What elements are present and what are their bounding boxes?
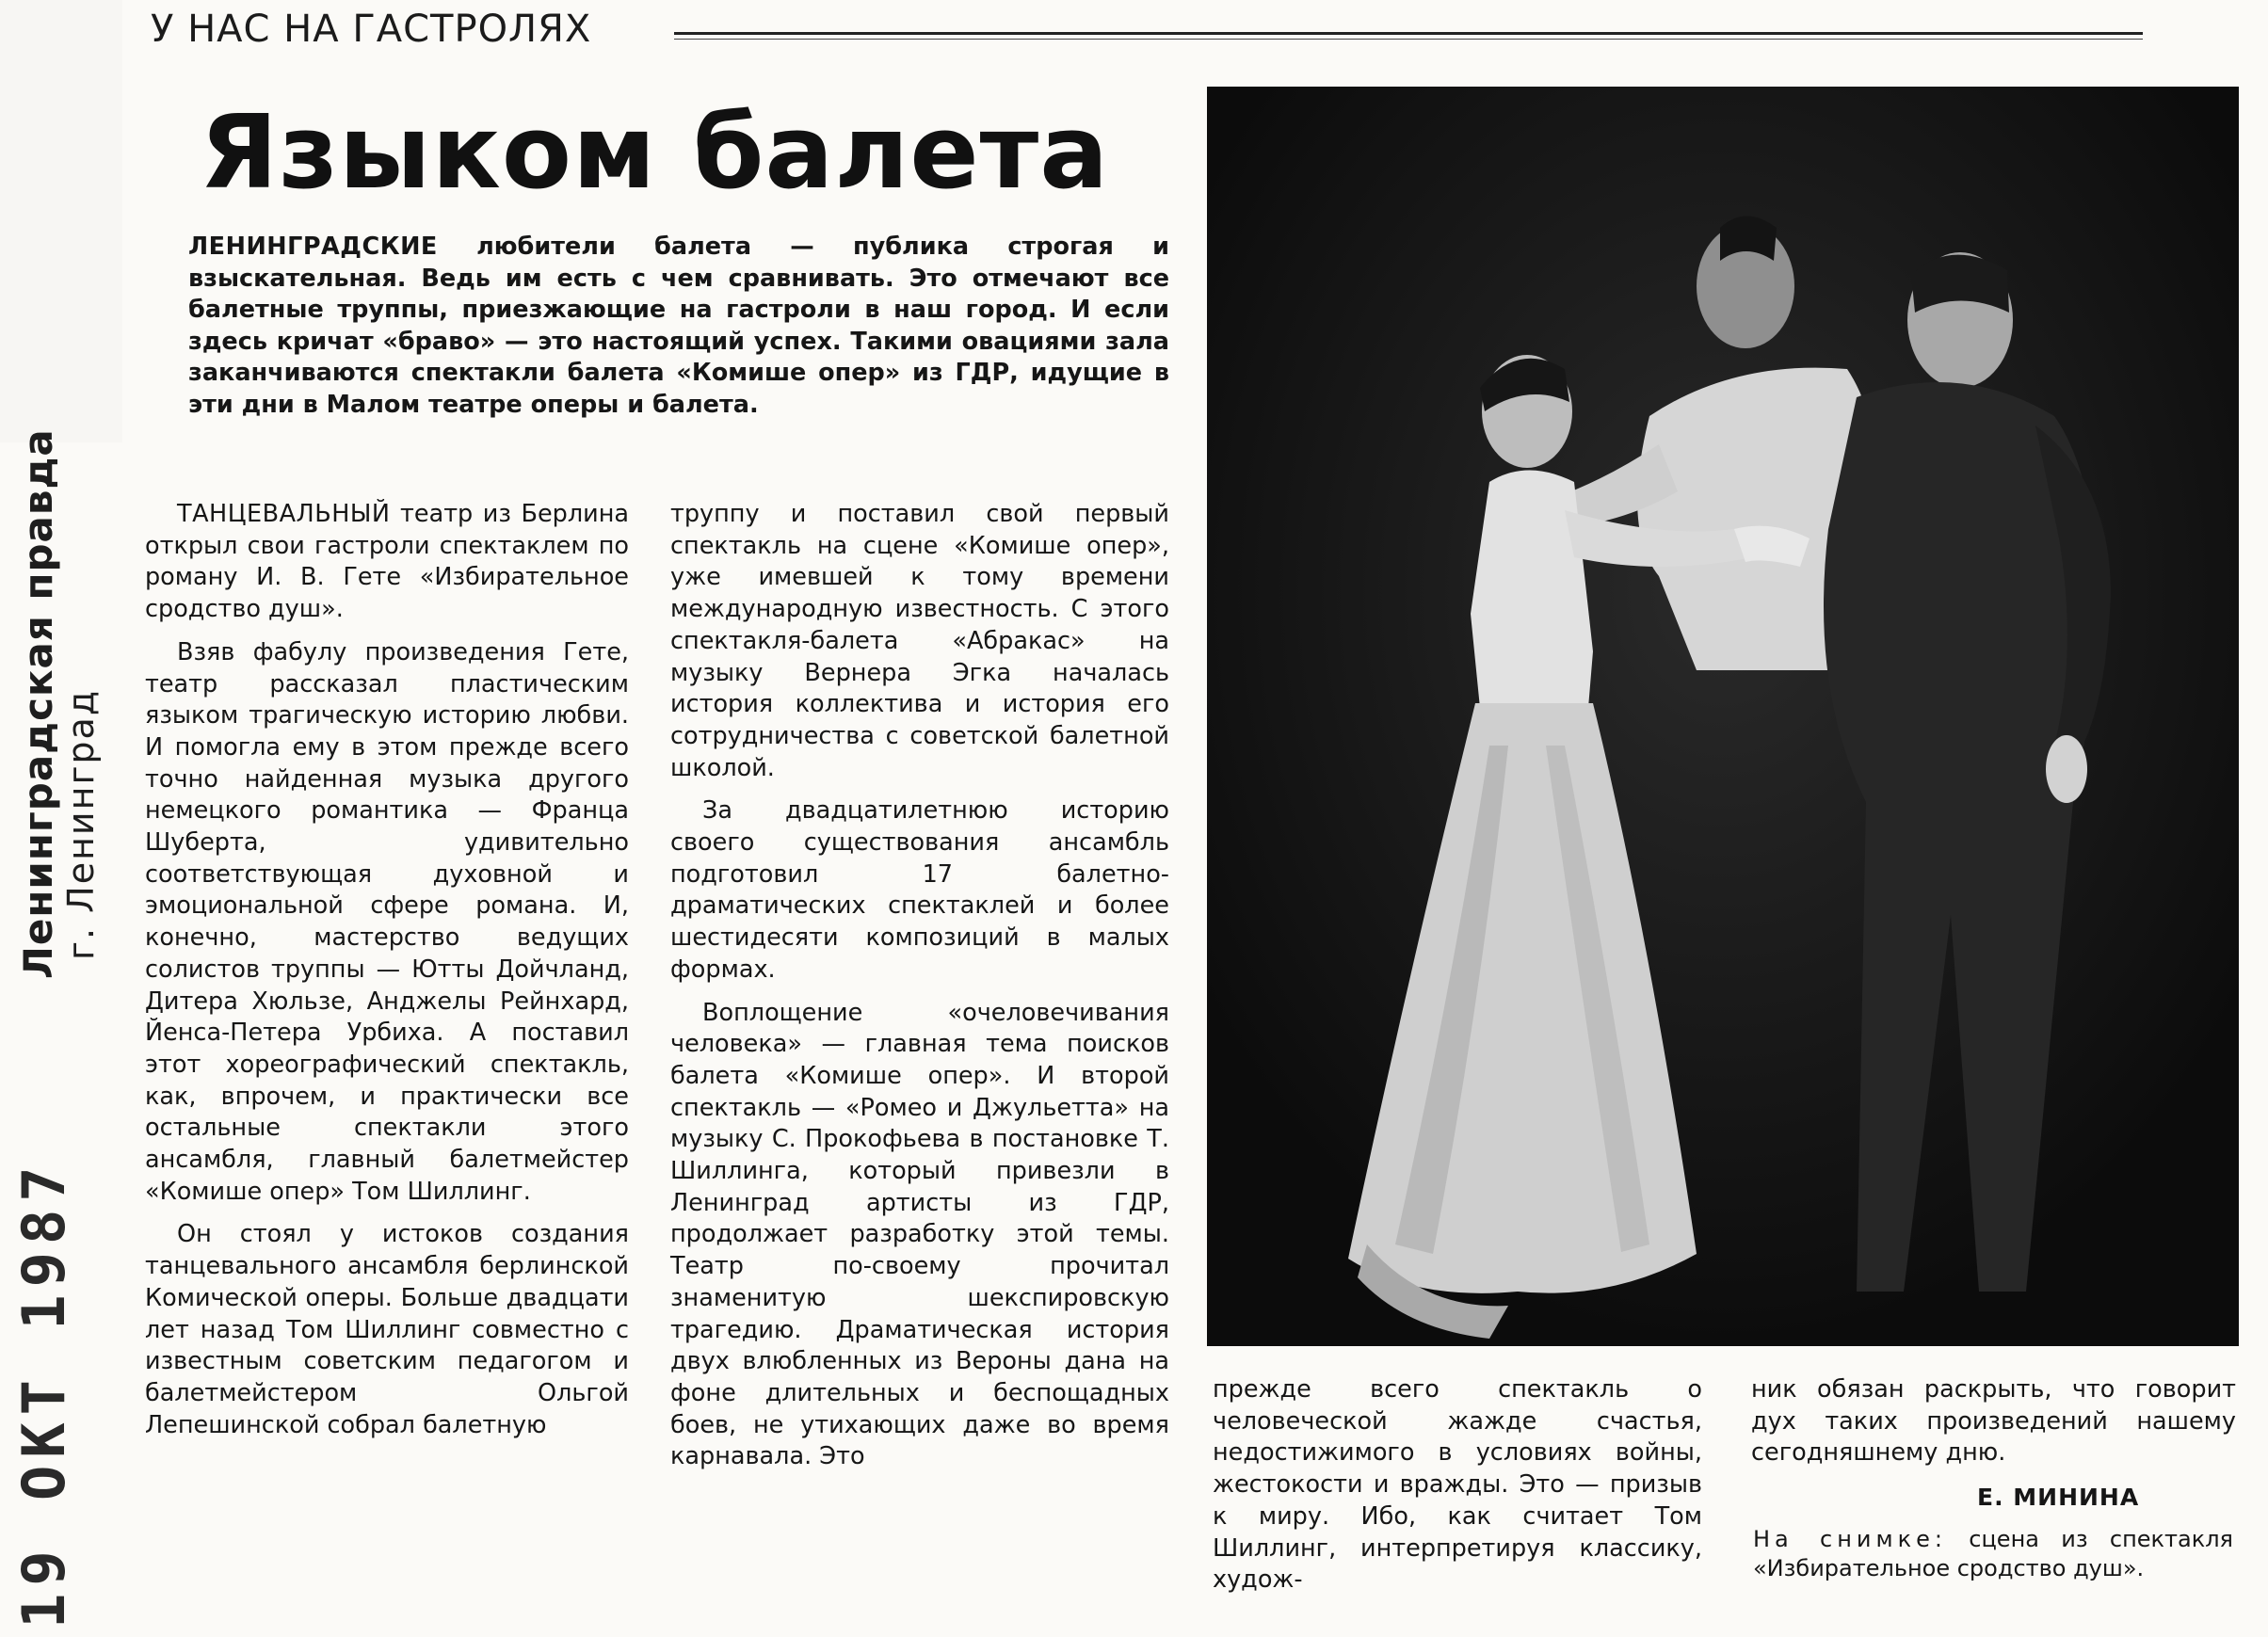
rubric-rule (674, 32, 2143, 35)
paragraph: Воплощение «очеловечивания человека» — главная тема поисков балета «Комише опер». И второй спектакль — «Ромео и Джульетта» на музыку С. Прокофьева в постановке Т. Шиллинга, который привезли в Ленинград артисты из ГДР, продолжает разработку этой темы. Театр по-своему прочитал знаменитую шекспировскую трагедию. Драматическая история двух влюбленных из Вероны дана на фоне длительных и беспощадных боев, не утихающих даже во время карнавала. Это (670, 998, 1169, 1471)
ballet-photo (1207, 87, 2239, 1346)
paragraph: Он стоял у истоков создания танцевального ансамбля берлинской Комической оперы. Больше двадцати лет назад Том Шиллинг совместно с известным советским педагогом и балетмейстером Ольгой Лепешинской собрал балетную (145, 1220, 629, 1439)
paragraph: ник обязан раскрыть, что говорит дух таких произведений нашему сегодняшнему дню. (1751, 1375, 2236, 1468)
caption-label: На снимке: (1753, 1526, 1947, 1552)
body-column-2 (670, 499, 1169, 1473)
article-headline: Языком балета (200, 94, 1110, 212)
body-column-3 (1213, 1374, 1702, 1597)
paragraph-lead: ТАНЦЕВАЛЬНЫЙ (177, 500, 391, 528)
ballet-photo-three-dancers-icon (1207, 87, 2239, 1346)
paragraph: Взяв фабулу произведения Гете, театр рассказал пластическим языком трагическую историю любви. И помогла ему в этом прежде всего точно найденная музыка другого немецкого романтика — Франца Шуберта, удивительно соответствующая духовной и эмоциональной сфере романа. И, конечно, мастерство ведущих солистов труппы — Ютты Дойчланд, Дитера Хюльзе, Анджелы Рейнхард, Йенса-Петера Урбиха. А поставил этот хореографический спектакль, как, впрочем, и практически все остальные спектакли этого ансамбля, главный балетмейстер «Комише опер» Том Шиллинг. (145, 637, 629, 1206)
section-rubric: У НАС НА ГАСТРОЛЯХ (151, 8, 592, 51)
paragraph: прежде всего спектакль о человеческой жажде счастья, недостижимого в условиях войны, жестокости и вражды. Это — призыв к миру. Ибо, как считает Том Шиллинг, интерпретируя классику, худож- (1213, 1375, 1702, 1595)
paragraph-text: театр из Берлина открыл свои гастроли спектаклем по роману И. В. Гете «Избирательное сродство душ». (145, 500, 630, 624)
paragraph: За двадцатилетнюю историю своего существования ансамбль подготовил 17 балетно-драматических спектаклей и более шестидесяти композиций в малых формах. (670, 796, 1169, 984)
body-column-1 (145, 499, 629, 1441)
newspaper-name: Ленинградская правда (15, 428, 61, 979)
rubric-rule-thin (674, 39, 2143, 40)
paragraph (145, 499, 629, 626)
intro-text: любители балета — публика строгая и взыскательная. Ведь им есть с чем сравнивать. Это отмечают все балетные труппы, приезжающие на гастроли в наш город. И если здесь кричат «браво» — это настоящий успех. Такими овациями зала заканчиваются спектакли балета «Комише опер» из ГДР, идущие в эти дни в Малом театре оперы и балета. (188, 233, 1169, 419)
body-column-4 (1751, 1374, 2236, 1469)
caption-text: сцена из спектакля «Избирательное сродство душ». (1753, 1526, 2233, 1581)
article-intro (188, 232, 1169, 422)
date-stamp: 19 ОКТ 1987 (9, 1159, 78, 1629)
paragraph: труппу и поставил свой первый спектакль на сцене «Комише опер», уже имевшей к тому времени международную известность. С этого спектакля-балета «Абракас» на музыку Вернера Эгка началась история коллектива и история его сотрудничества с советской балетной школой. (670, 500, 1169, 782)
intro-lead: ЛЕНИНГРАДСКИЕ (188, 233, 438, 261)
author-byline: Е. МИНИНА (1977, 1484, 2140, 1511)
newspaper-city: г. Ленинград (60, 688, 102, 960)
photo-caption (1753, 1525, 2233, 1583)
